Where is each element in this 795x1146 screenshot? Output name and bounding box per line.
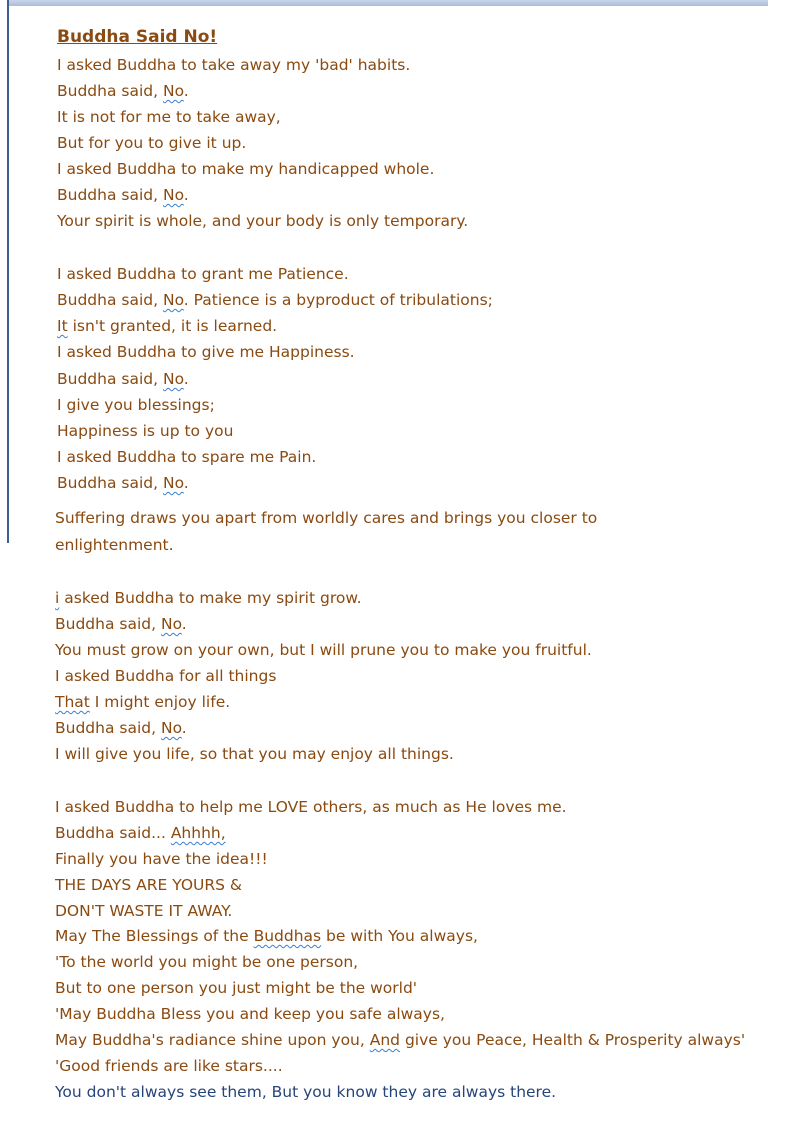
spellcheck-flagged-word[interactable]: No	[162, 474, 184, 492]
poem-line	[57, 185, 189, 205]
line-text: May Buddha's radiance shine upon you,	[55, 1031, 370, 1049]
line-text: Buddha said,	[57, 186, 163, 204]
line-text: .	[183, 186, 189, 204]
poem-line	[57, 290, 493, 310]
poem-line: enlightenment.	[55, 536, 174, 554]
poem-line	[57, 81, 189, 101]
spellcheck-flagged-word[interactable]: No	[162, 370, 184, 388]
poem-line	[55, 692, 230, 712]
poem-line	[55, 718, 187, 738]
poem-line: Finally you have the idea!!!	[55, 850, 268, 868]
line-text: give you Peace, Health & Prosperity always'	[400, 1031, 746, 1049]
line-text: Buddha said,	[57, 474, 163, 492]
poem-line: I will give you life, so that you may enjoy all things.	[55, 745, 454, 763]
poem-line: 'May Buddha Bless you and keep you safe always,	[55, 1005, 445, 1023]
spellcheck-flagged-word[interactable]: Ahhhh,	[170, 824, 226, 842]
poem-line	[57, 316, 277, 336]
poem-line: I give you blessings;	[57, 396, 215, 414]
line-text: .	[181, 719, 187, 737]
poem-line: But for you to give it up.	[57, 134, 247, 152]
poem-line: 'Good friends are like stars....	[55, 1057, 283, 1075]
poem-line	[55, 823, 226, 843]
line-text: .	[183, 474, 189, 492]
poem-line: THE DAYS ARE YOURS &	[55, 876, 243, 894]
line-text: Buddha said,	[57, 291, 163, 309]
poem-line	[55, 1030, 745, 1050]
poem-line: I asked Buddha to make my handicapped whole.	[57, 160, 435, 178]
poem-line: You don't always see them, But you know they are always there.	[55, 1083, 557, 1101]
poem-line: I asked Buddha to spare me Pain.	[57, 448, 317, 466]
poem-line: But to one person you just might be the world'	[55, 979, 418, 997]
spellcheck-flagged-word[interactable]: No	[162, 291, 184, 309]
line-text: Buddha said,	[57, 82, 163, 100]
poem-line	[55, 588, 362, 608]
line-text: Buddha said...	[55, 824, 171, 842]
poem-line: I asked Buddha to help me LOVE others, as much as He loves me.	[55, 798, 567, 816]
poem-line	[55, 926, 478, 946]
line-text: Buddha said,	[57, 370, 163, 388]
poem-line: DON'T WASTE IT AWAY.	[55, 902, 233, 918]
poem-line: I asked Buddha to give me Happiness.	[57, 343, 355, 361]
poem-line: 'To the world you might be one person,	[55, 953, 359, 971]
line-text: be with You always,	[321, 927, 478, 945]
poem-line: I asked Buddha to take away my 'bad' habits.	[57, 56, 411, 74]
spellcheck-flagged-word[interactable]: And	[369, 1031, 401, 1049]
poem-line	[57, 369, 189, 389]
poem-line: Your spirit is whole, and your body is only temporary.	[57, 212, 469, 230]
poem-line: I asked Buddha to grant me Patience.	[57, 265, 349, 283]
spellcheck-flagged-word[interactable]: i	[55, 589, 60, 607]
spellcheck-flagged-word[interactable]: No	[160, 615, 182, 633]
poem-line	[55, 614, 187, 634]
line-text: I might enjoy life.	[89, 693, 231, 711]
line-text: . Patience is a byproduct of tribulations;	[183, 291, 493, 309]
spellcheck-flagged-word[interactable]: Buddhas	[253, 927, 322, 945]
poem-line: It is not for me to take away,	[57, 108, 281, 126]
spellcheck-flagged-word[interactable]: No	[162, 186, 184, 204]
line-text: .	[181, 615, 187, 633]
line-text: May The Blessings of the	[55, 927, 254, 945]
poem-line: I asked Buddha for all things	[55, 667, 277, 685]
poem-line: Happiness is up to you	[57, 422, 234, 440]
spellcheck-flagged-word[interactable]: No	[162, 82, 184, 100]
line-text: Buddha said,	[55, 615, 161, 633]
poem-line: You must grow on your own, but I will prune you to make you fruitful.	[55, 641, 592, 659]
poem-line	[57, 473, 189, 493]
document-title: Buddha Said No!	[57, 27, 218, 47]
line-text: isn't granted, it is learned.	[67, 317, 278, 335]
line-text: Buddha said,	[55, 719, 161, 737]
poem-line: Suffering draws you apart from worldly cares and brings you closer to	[55, 509, 598, 527]
line-text: .	[183, 370, 189, 388]
spellcheck-flagged-word[interactable]: No	[160, 719, 182, 737]
spellcheck-flagged-word[interactable]: It	[57, 317, 68, 335]
line-text: .	[183, 82, 189, 100]
line-text: asked Buddha to make my spirit grow.	[59, 589, 362, 607]
spellcheck-flagged-word[interactable]: That	[55, 693, 90, 711]
